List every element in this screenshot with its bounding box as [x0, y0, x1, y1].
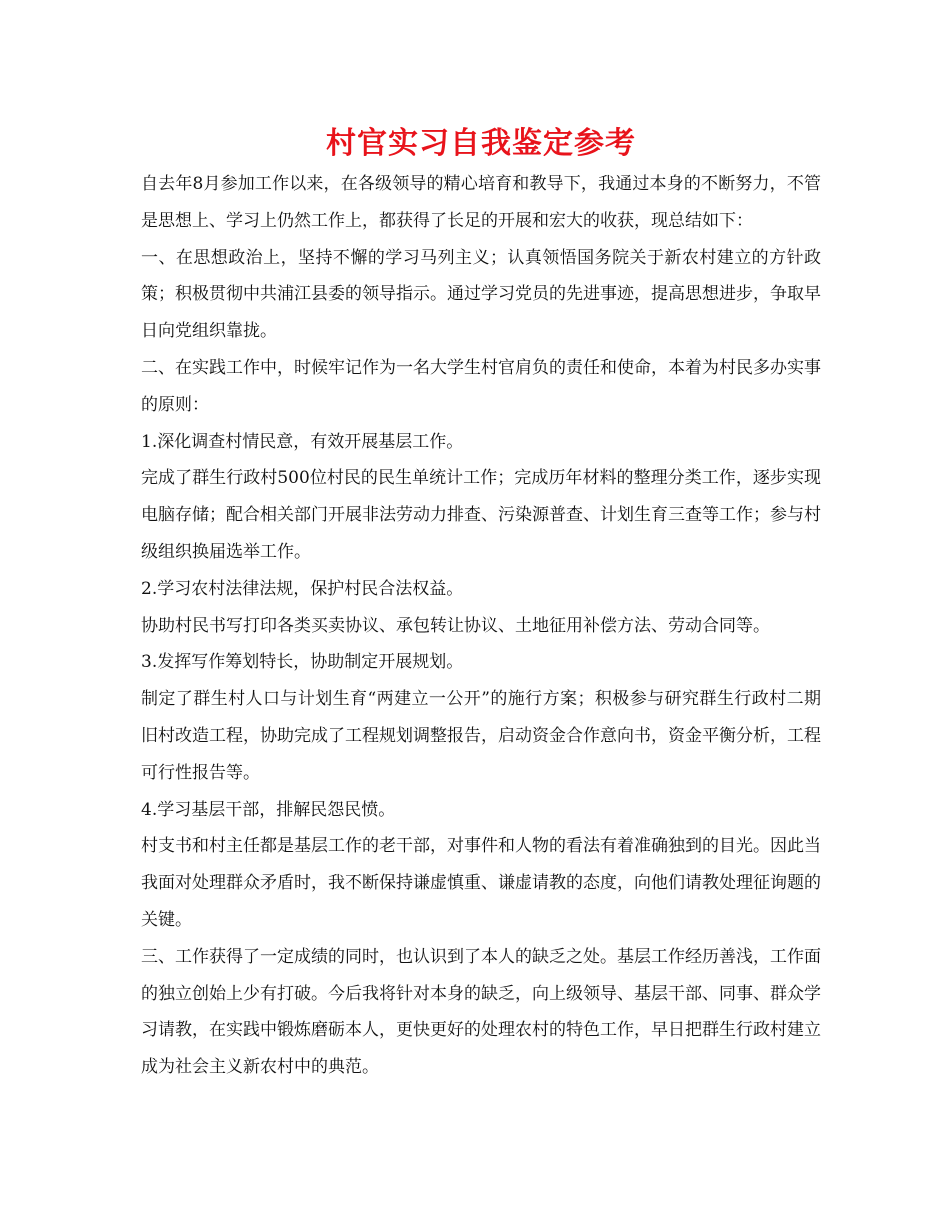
subheading-1: 1.深化调查村情民意，有效开展基层工作。 — [141, 431, 464, 452]
subheading-4: 4.学习基层干部，排解民怨民愤。 — [141, 799, 396, 820]
subheading-3: 3.发挥写作筹划特长，协助制定开展规划。 — [141, 652, 464, 673]
paragraph-intro: 自去年8月参加工作以来，在各级领导的精心培育和教导下，我通过本身的不断努力，不管是思想上、学习上仍然工作上，都获得了长足的开展和宏大的收获，现总结如下： — [141, 174, 821, 231]
document-page — [141, 124, 821, 1086]
paragraph-sub-2: 协助村民书写打印各类买卖协议、承包转让协议、土地征用补偿方法、劳动合同等。 — [141, 615, 770, 636]
document-title: 村官实习自我鉴定参考 — [326, 126, 636, 161]
paragraph-sub-4: 村支书和村主任都是基层工作的老干部，对事件和人物的看法有着准确独到的目光。因此当我面对处理群众矛盾时，我不断保持谦虚慎重、谦虚请教的态度，向他们请教处理征询题的关键。 — [141, 836, 821, 930]
paragraph-sub-3: 制定了群生村人口与计划生育“两建立一公开”的施行方案；积极参与研究群生行政村二期旧村改造工程，协助完成了工程规划调整报告，启动资金合作意向书，资金平衡分析，工程可行性报告等。 — [141, 689, 821, 783]
paragraph-section-3: 三、工作获得了一定成绩的同时，也认识到了本人的缺乏之处。基层工作经历善浅，工作面的独立创始上少有打破。今后我将针对本身的缺乏，向上级领导、基层干部、同事、群众学习请教，在实践中锻炼磨砺本人，更快更好的处理农村的特色工作，早日把群生行政村建立成为社会主义新农村中的典范。 — [141, 946, 821, 1078]
paragraph-section-2: 二、在实践工作中，时候牢记作为一名大学生村官肩负的责任和使命，本着为村民多办实事的原则： — [141, 357, 821, 415]
subheading-2: 2.学习农村法律法规，保护村民合法权益。 — [141, 578, 464, 599]
paragraph-sub-1: 完成了群生行政村500位村民的民生单统计工作；完成历年材料的整理分类工作，逐步实现电脑存储；配合相关部门开展非法劳动力排查、污染源普查、计划生育三查等工作；参与村级组织换届选举工作。 — [141, 468, 821, 562]
document-body — [141, 166, 821, 1086]
paragraph-section-1: 一、在思想政治上，坚持不懈的学习马列主义；认真领悟国务院关于新农村建立的方针政策；积极贯彻中共浦江县委的领导指示。通过学习党员的先进事迹，提高思想进步，争取早日向党组织靠拢。 — [141, 247, 821, 342]
